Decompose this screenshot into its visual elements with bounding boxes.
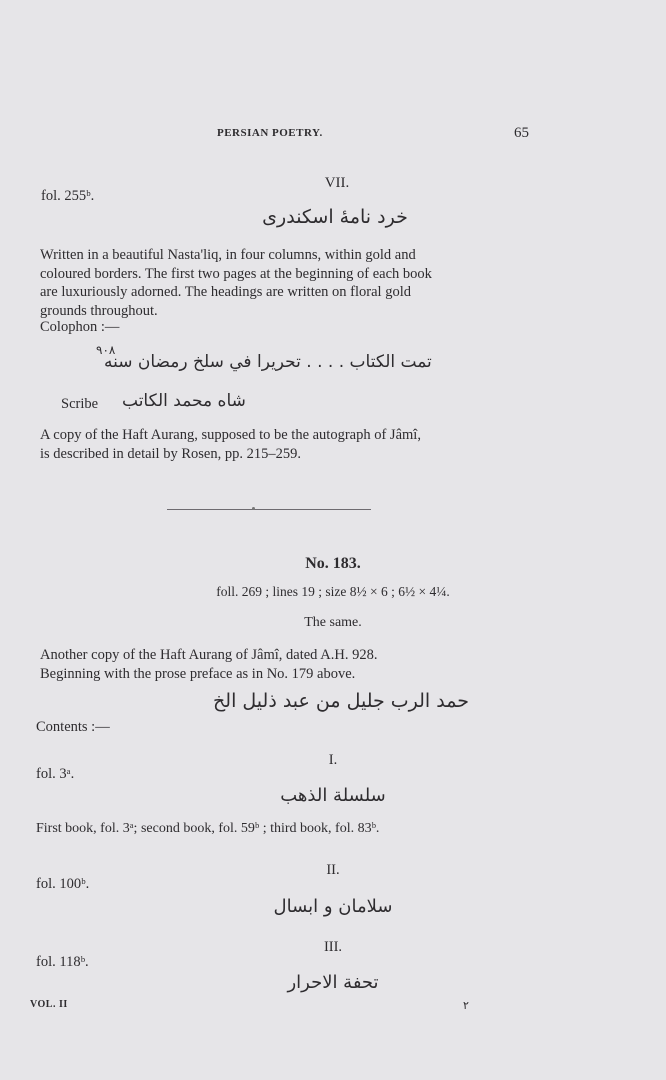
- collation: foll. 269 ; lines 19 ; size 8½ × 6 ; 6½ × 4¼.: [216, 584, 450, 599]
- scribe-label: Scribe: [61, 396, 99, 412]
- book-numeral: I.: [328, 752, 338, 768]
- book-numeral: III.: [323, 939, 343, 955]
- text-line: A copy of the Haft Aurang, supposed to be the autograph of Jâmî,: [40, 427, 421, 443]
- book-title-arabic: سلامان و ابسال: [273, 896, 393, 917]
- section-numeral-vii: VII.: [324, 175, 350, 191]
- colophon-year: ٩٠٨: [96, 343, 116, 357]
- text-line: Another copy of the Haft Aurang of Jâmî, dated A.H. 928.: [40, 647, 378, 663]
- volume-signature: VOL. II: [30, 999, 68, 1010]
- book-folio: fol. 3ᵃ.: [36, 766, 75, 782]
- text-line: are luxuriously adorned. The headings are written on floral gold: [40, 284, 411, 300]
- divider-dot: [252, 507, 255, 510]
- text-line: coloured borders. The first two pages at the beginning of each book: [40, 265, 432, 282]
- entry-description: [40, 646, 530, 683]
- book-title-arabic: سلسلة الذهب: [280, 785, 386, 806]
- contents-label: Contents :—: [36, 719, 110, 735]
- book-folio: fol. 100ᵇ.: [36, 876, 90, 892]
- book-title-arabic: تحفة الاحرار: [287, 972, 379, 993]
- text-line: grounds throughout.: [40, 302, 158, 319]
- book-folio: fol. 118ᵇ.: [36, 954, 89, 970]
- book-numeral: II.: [326, 862, 340, 878]
- folio-reference: fol. 255ᵇ.: [41, 188, 95, 204]
- description-paragraph: [40, 246, 530, 320]
- note-paragraph: [40, 426, 530, 463]
- page-number: 65: [514, 125, 529, 141]
- incipit-arabic: حمد الرب جليل من عبد ذليل الخ: [213, 690, 469, 712]
- section-divider: [167, 509, 371, 510]
- arabic-title: خرد نامهٔ اسکندری: [262, 206, 408, 228]
- gathering-signature: ۲: [463, 999, 469, 1012]
- entry-subtitle: The same.: [304, 615, 362, 630]
- text-line: is described in detail by Rosen, pp. 215–259.: [40, 445, 301, 462]
- colophon-arabic: تمت الكتاب . . . . تحريرا في سلخ رمضان سنه: [104, 352, 432, 372]
- text-line: Written in a beautiful Nasta'liq, in four columns, within gold and: [40, 247, 416, 263]
- scribe-arabic: شاه محمد الكاتب: [122, 391, 246, 411]
- text-line: Beginning with the prose preface as in No. 179 above.: [40, 665, 356, 682]
- book-detail: First book, fol. 3ᵃ; second book, fol. 59ᵇ ; third book, fol. 83ᵇ.: [36, 821, 380, 836]
- running-title: PERSIAN POETRY.: [217, 127, 323, 139]
- colophon-label: Colophon :—: [40, 319, 120, 335]
- entry-number: No. 183.: [305, 555, 361, 572]
